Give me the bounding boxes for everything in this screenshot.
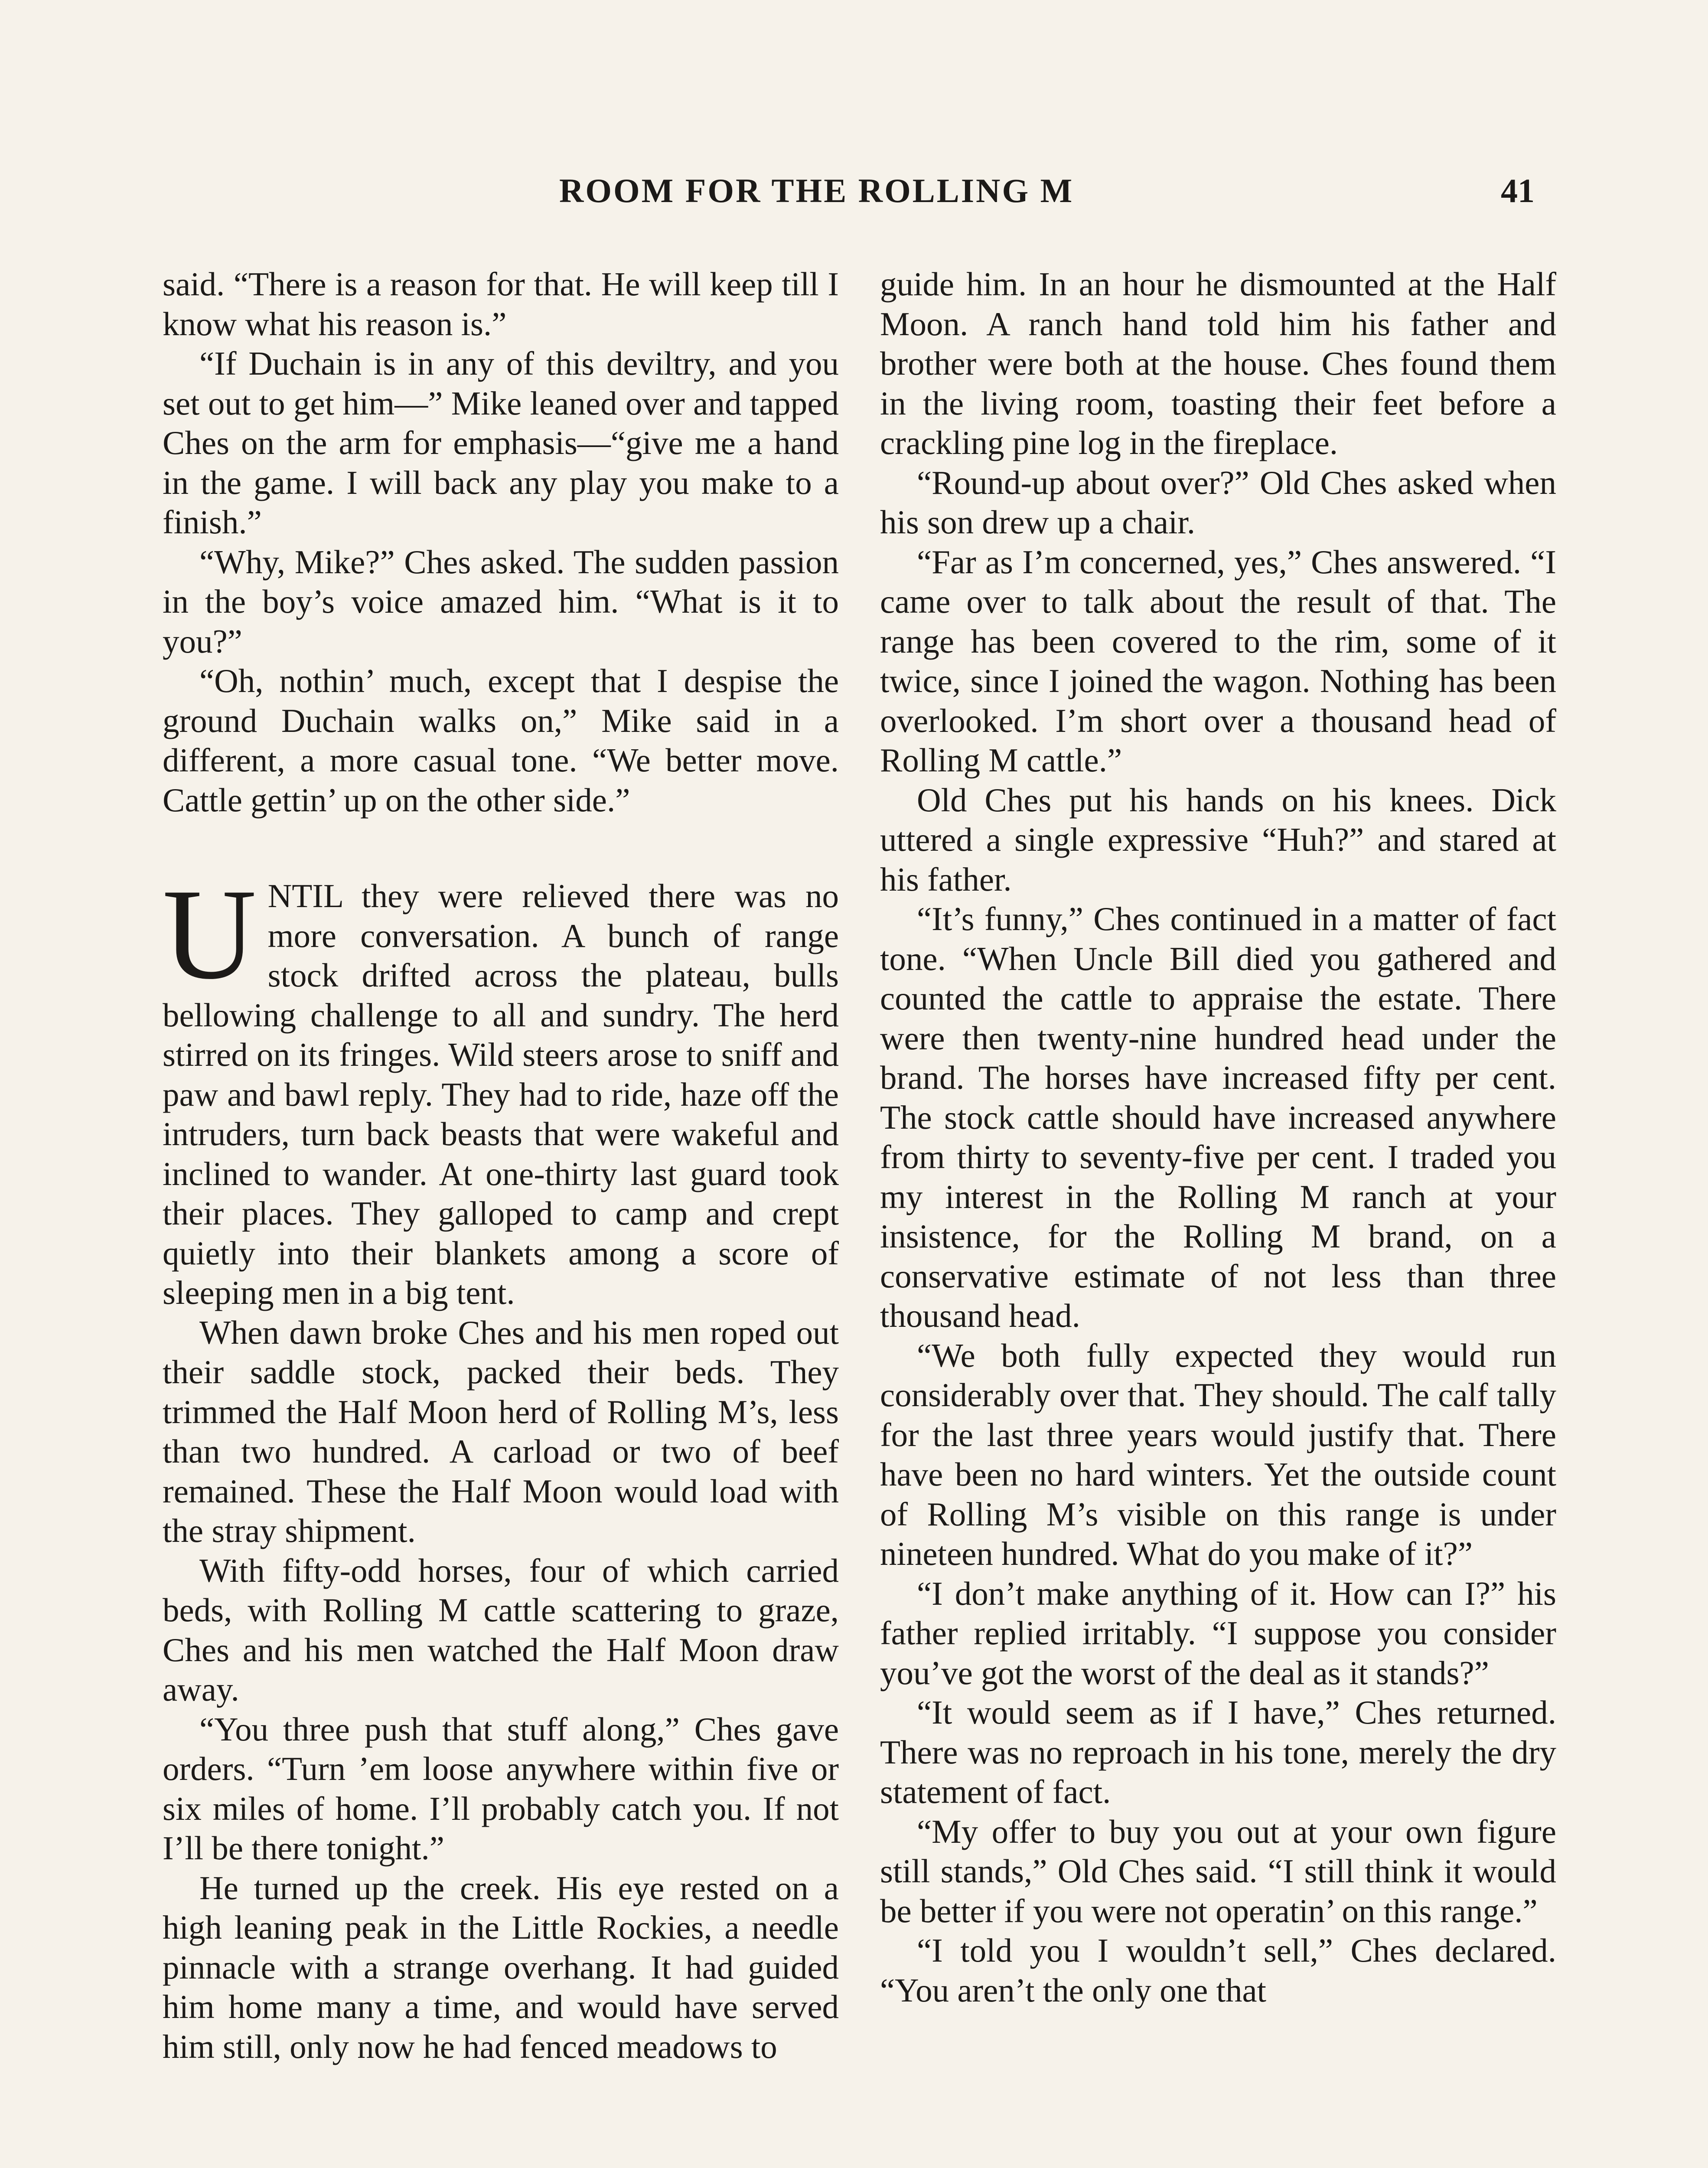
left-column — [163, 264, 839, 2067]
paragraph: guide him. In an hour he dismounted at the Half Moon. A ranch hand told him his father and brother were both at the house. Ches found them in the living room, toasting their feet before a crackling pine log in the fireplace. — [880, 265, 1556, 461]
paragraph: “My offer to buy you out at your own figure still stands,” Old Ches said. “I still think it would be better if you were not operatin’ on this range.” — [880, 1812, 1556, 1930]
paragraph: Old Ches put his hands on his knees. Dick uttered a single expressive “Huh?” and stared at his father. — [880, 781, 1556, 898]
paragraph: “You three push that stuff along,” Ches gave orders. “Turn ’em loose anywhere within five or six miles of home. I’ll probably catch you. If not I’ll be there tonight.” — [163, 1710, 839, 1867]
paragraph: “It would seem as if I have,” Ches returned. There was no reproach in his tone, merely the dry statement of fact. — [880, 1694, 1556, 1810]
paragraph: He turned up the creek. His eye rested on a high leaning peak in the Little Rockies, a needle pinnacle with a strange overhang. It had guided him home many a time, and would have served him still, only now he had fenced meadows to — [163, 1869, 839, 2065]
paragraph: When dawn broke Ches and his men roped out their saddle stock, packed their beds. They trimmed the Half Moon herd of Rolling M’s, less than two hundred. A carload or two of beef remained. These the Half Moon would load with the stray shipment. — [163, 1313, 839, 1549]
section-opening-paragraph — [163, 862, 839, 1313]
drop-cap: U — [163, 862, 257, 1006]
paragraph-text: NTIL they were relieved there was no more conversation. A bunch of range stock drifted across the plateau, bulls bellowing challenge to all and sundry. The herd stirred on its fringes. Wild steers arose to sniff and paw and bawl reply. They had to ride, haze off the intruders, turn back beasts that were wakeful and inclined to wander. At one-thirty last guard took their places. They galloped to camp and crept quietly into their blankets among a score of sleeping men in a big tent. — [163, 877, 839, 1311]
paragraph: With fifty-odd horses, four of which carried beds, with Rolling M cattle scattering to graze, Ches and his men watched the Half Moon draw away. — [163, 1551, 839, 1708]
paragraph: “It’s funny,” Ches continued in a matter of fact tone. “When Uncle Bill died you gathered and counted the cattle to appraise the estate. There were then twenty-nine hundred head under the brand. The horses have increased fifty per cent. The stock cattle should have increased anywhere from thirty to seventy-five per cent. I traded you my interest in the Rolling M ranch at your insistence, for the Rolling M brand, on a conservative estimate of not less than three thousand head. — [880, 900, 1556, 1334]
running-head — [160, 171, 1548, 219]
paragraph: “If Duchain is in any of this deviltry, and you set out to get him—” Mike leaned over and tapped Ches on the arm for emphasis—“give me a hand in the game. I will back any play you make to a finish.” — [163, 345, 839, 541]
paragraph: “Far as I’m concerned, yes,” Ches answered. “I came over to talk about the result of that. The range has been covered to the rim, some of it twice, since I joined the wagon. Nothing has been overlooked. I’m short over a thousand head of Rolling M cattle.” — [880, 543, 1556, 779]
page-title: ROOM FOR THE ROLLING M — [559, 172, 1074, 209]
paragraph: “Round-up about over?” Old Ches asked when his son drew up a chair. — [880, 464, 1556, 541]
paragraph: “I don’t make anything of it. How can I?” his father replied irritably. “I suppose you consider you’ve got the worst of the deal as it stands?” — [880, 1574, 1556, 1691]
right-column — [880, 264, 1556, 2010]
paragraph: “Why, Mike?” Ches asked. The sudden passion in the boy’s voice amazed him. “What is it to you?” — [163, 543, 839, 660]
page-number: 41 — [1501, 172, 1535, 209]
paragraph: “Oh, nothin’ much, except that I despise the ground Duchain walks on,” Mike said in a different, a more casual tone. “We better move. Cattle gettin’ up on the other side.” — [163, 662, 839, 819]
paragraph: “We both fully expected they would run considerably over that. They should. The calf tally for the last three years would justify that. There have been no hard winters. Yet the outside count of Rolling M’s visible on this range is under nineteen hundred. What do you make of it?” — [880, 1336, 1556, 1572]
paragraph: “I told you I wouldn’t sell,” Ches declared. “You aren’t the only one that — [880, 1932, 1556, 2009]
paragraph: said. “There is a reason for that. He will keep till I know what his reason is.” — [163, 265, 839, 343]
